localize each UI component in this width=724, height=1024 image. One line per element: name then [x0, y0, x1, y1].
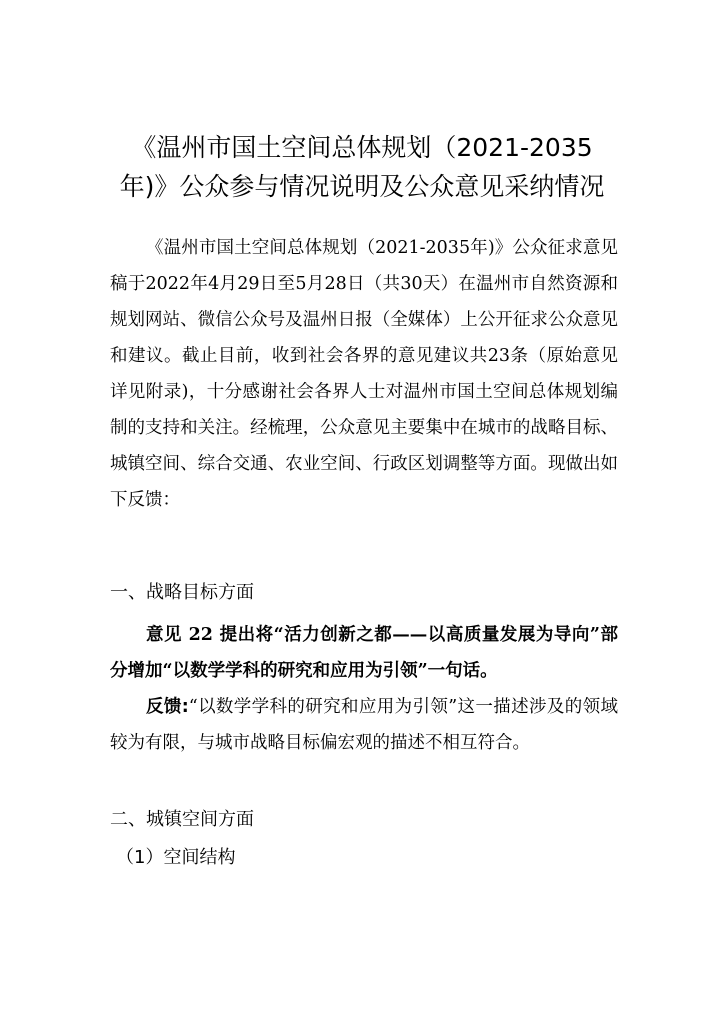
document-title-line-2: 年)》公众参与情况说明及公众意见采纳情况: [119, 172, 605, 201]
section-heading-urban-space: 二、城镇空间方面: [110, 809, 254, 830]
section-heading-strategy: 一、战略目标方面: [110, 582, 254, 603]
feedback-text: “以数学学科的研究和应用为引领”这一描述涉及的领域较为有限，与城市战略目标偏宏观的描述不相互符合。: [110, 697, 618, 753]
opinion-paragraph: 意见 22 提出将“活力创新之都——以高质量发展为导向”部分增加“以数学学科的研究和应用为引领”一句话。: [110, 625, 618, 681]
feedback-label: 反馈:: [146, 697, 189, 717]
subheading-spatial-structure: （1）空间结构: [116, 847, 236, 868]
document-title-line-1: 《温州市国土空间总体规划（2021-2035: [131, 133, 593, 162]
intro-paragraph: 《温州市国土空间总体规划（2021-2035年)》公众征求意见稿于2022年4月29日至5月28日（共30天）在温州市自然资源和规划网站、微信公众号及温州日报（全媒体）上公开征求公众意见和建议。截止目前，收到社会各界的意见建议共23条（原始意见详见附录)，十分感谢社会各界人士对温州市国土空间总体规划编制的支持和关注。经梳理，公众意见主要集中在城市的战略目标、城镇空间、综合交通、农业空间、行政区划调整等方面。现做出如下反馈：: [110, 238, 618, 510]
feedback-paragraph: [110, 689, 618, 761]
